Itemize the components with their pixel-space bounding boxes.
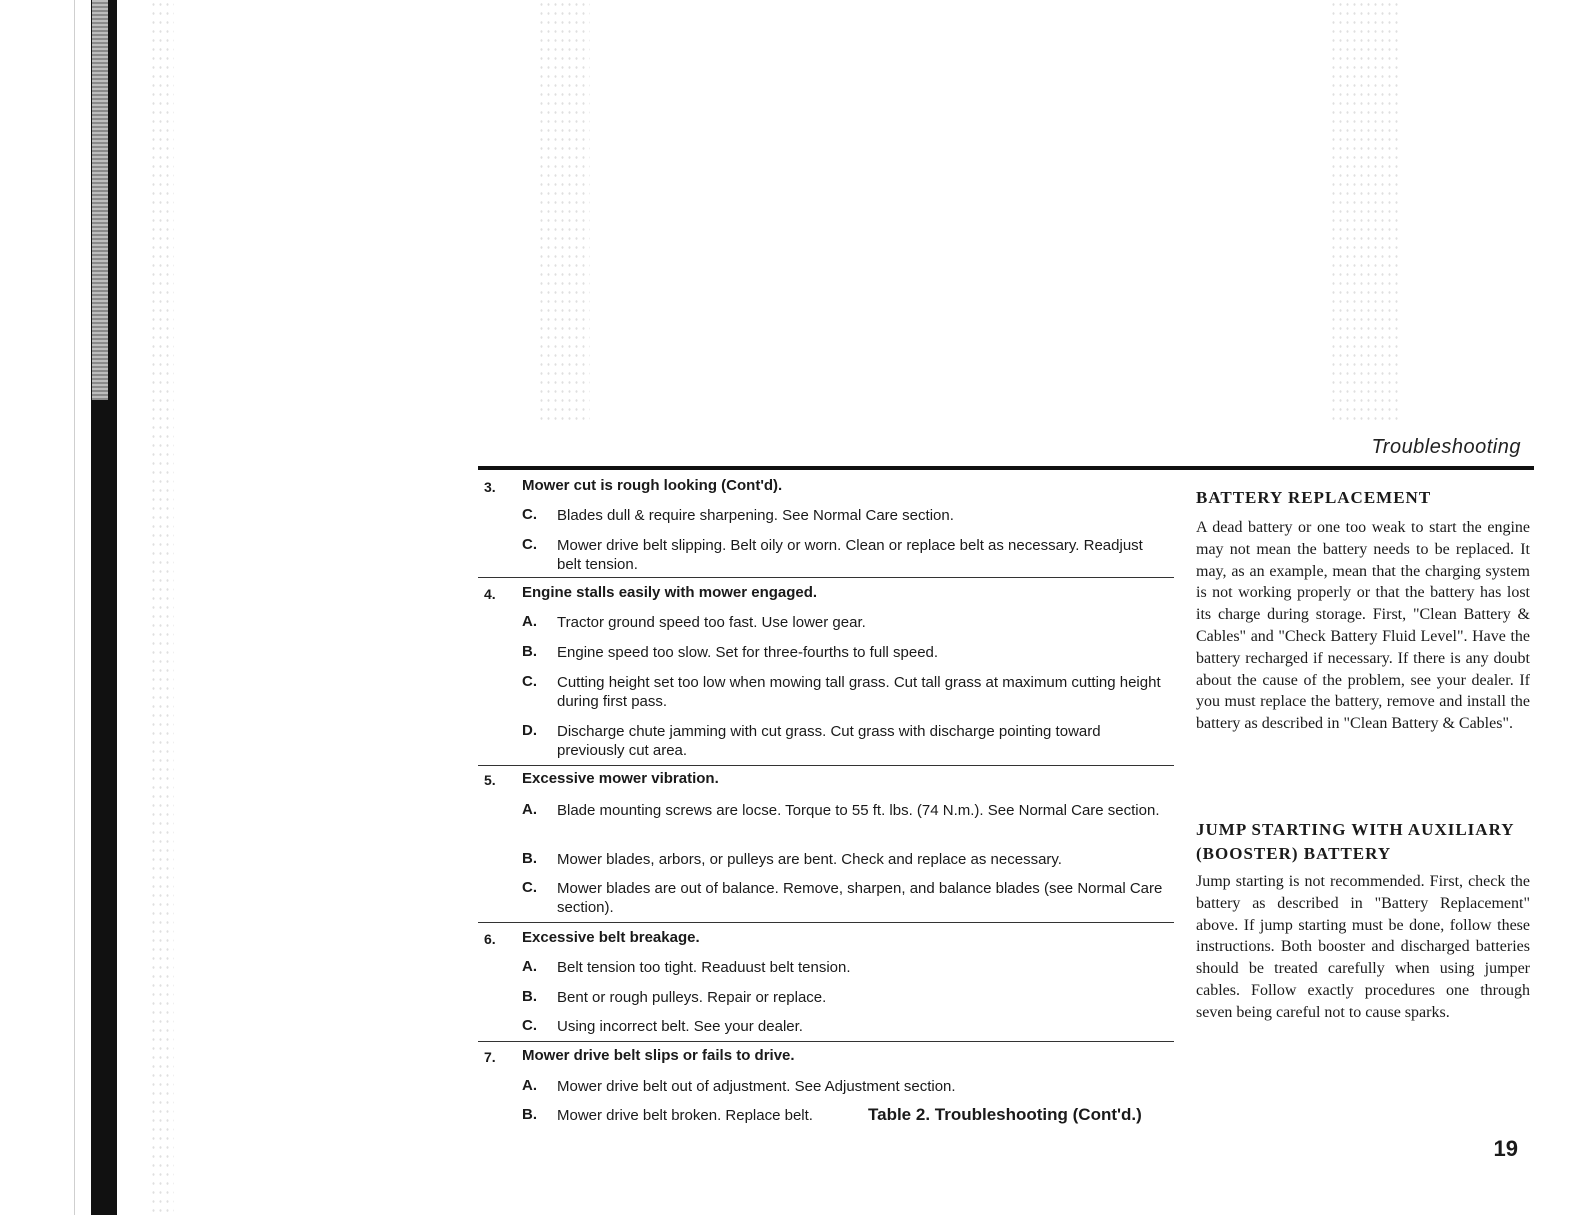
cause-text: Mower blades are out of balance. Remove, sharpen, and balance blades (see Normal Care section). — [557, 880, 1163, 916]
problem-number: 5. — [484, 772, 496, 788]
cause-text: Discharge chute jamming with cut grass. Cut grass with discharge pointing toward previously cut area. — [557, 723, 1101, 759]
jump-starting-body: Jump starting is not recommended. First, check the battery as described in "Battery Replacement" above. If jump starting must be done, follow these instructions. Both booster and discharged batteries should be treated carefully when using jumper cables. Follow exactly procedures one through seven being careful not to cause sparks. — [1196, 873, 1530, 1021]
page-number: 19 — [1493, 1136, 1518, 1161]
cause-letter: B. — [522, 1106, 537, 1123]
cause-letter: D. — [522, 722, 537, 739]
problem-separator — [478, 1041, 1174, 1042]
problem-title: Engine stalls easily with mower engaged. — [522, 584, 818, 601]
cause-text: Tractor ground speed too fast. Use lower gear. — [557, 614, 866, 631]
header-rule — [478, 466, 1534, 470]
problem-separator — [478, 577, 1174, 578]
cause-letter: C. — [522, 1017, 537, 1034]
problem-title: Mower drive belt slips or fails to drive. — [522, 1047, 795, 1064]
scan-speckle — [150, 0, 174, 1215]
cause-text: Belt tension too tight. Readuust belt tension. — [557, 959, 851, 976]
problem-title: Mower cut is rough looking (Cont'd). — [522, 477, 783, 494]
cause-letter: B. — [522, 988, 537, 1005]
cause-text: Blades dull & require sharpening. See Normal Care section. — [557, 507, 954, 524]
problem-title: Excessive mower vibration. — [522, 770, 719, 787]
table-caption: Table 2. Troubleshooting (Cont'd.) — [868, 1105, 1142, 1124]
cause-text: Mower drive belt out of adjustment. See Adjustment section. — [557, 1078, 956, 1095]
cause-text: Using incorrect belt. See your dealer. — [557, 1018, 803, 1035]
binding-margin-line — [74, 0, 75, 1215]
problem-number: 3. — [484, 479, 496, 495]
cause-text: Cutting height set too low when mowing tall grass. Cut tall grass at maximum cutting height during first pass. — [557, 674, 1161, 710]
problem-separator — [478, 922, 1174, 923]
cause-text: Mower blades, arbors, or pulleys are bent. Check and replace as necessary. — [557, 851, 1062, 868]
cause-letter: A. — [522, 1077, 537, 1094]
cause-text: Engine speed too slow. Set for three-fourths to full speed. — [557, 644, 939, 661]
cause-letter: C. — [522, 673, 537, 690]
cause-text: Blade mounting screws are locse. Torque to 55 ft. lbs. (74 N.m.). See Normal Care section. — [557, 802, 1160, 819]
cause-letter: C. — [522, 879, 537, 896]
jump-starting-heading: JUMP STARTING WITH AUXILIARY (BOOSTER) BATTERY — [1196, 820, 1514, 863]
scan-edge-strip — [92, 0, 108, 400]
scan-speckle — [1330, 0, 1400, 420]
problem-title: Excessive belt breakage. — [522, 929, 700, 946]
cause-letter: B. — [522, 850, 537, 867]
scan-speckle — [538, 0, 590, 420]
problem-number: 4. — [484, 586, 496, 602]
problem-number: 7. — [484, 1049, 496, 1065]
cause-letter: C. — [522, 506, 537, 523]
battery-replacement-body: A dead battery or one too weak to start the engine may not mean the battery needs to be replaced. It may, as an example, mean that the charging system is not working properly or that the battery has lost its charge during storage. First, "Clean Battery & Cables" and "Check Battery Fluid Level". Have the battery recharged if necessary. If there is any doubt about the cause of the problem, see your dealer. If you must replace the battery, remove and install the battery as described in "Clean Battery & Cables". — [1196, 519, 1530, 733]
cause-letter: A. — [522, 958, 537, 975]
cause-letter: C. — [522, 536, 537, 553]
cause-text: Mower drive belt broken. Replace belt. — [557, 1107, 813, 1124]
cause-text: Bent or rough pulleys. Repair or replace. — [557, 989, 827, 1006]
cause-letter: A. — [522, 613, 537, 630]
cause-letter: A. — [522, 801, 537, 818]
problem-number: 6. — [484, 931, 496, 947]
battery-replacement-heading: BATTERY REPLACEMENT — [1196, 488, 1432, 507]
cause-letter: B. — [522, 643, 537, 660]
section-header: Troubleshooting — [1371, 436, 1521, 458]
cause-text: Mower drive belt slipping. Belt oily or worn. Clean or replace belt as necessary. Readjust belt tension. — [557, 537, 1143, 573]
problem-separator — [478, 765, 1174, 766]
